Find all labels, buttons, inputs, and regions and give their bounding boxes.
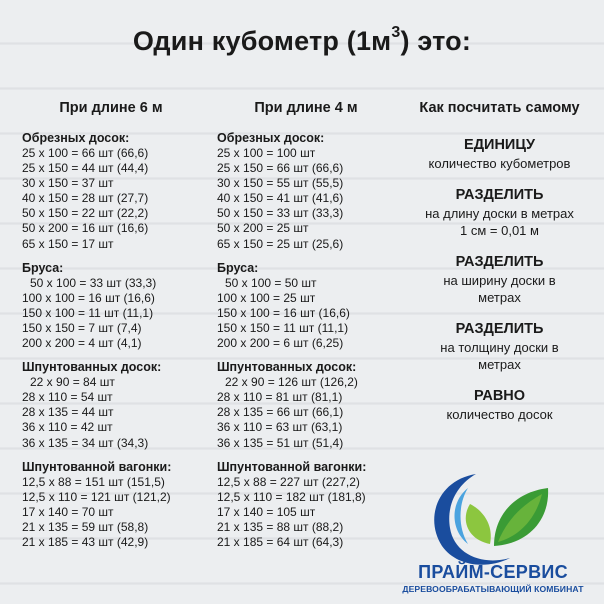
logo-company-name: ПРАЙМ-СЕРВИС	[418, 562, 568, 582]
size-row: 17 x 140 = 70 шт	[22, 504, 114, 519]
group-title: Шпунтованных досок:	[22, 360, 162, 375]
size-row: 25 x 100 = 66 шт (66,6)	[22, 146, 149, 160]
calc-step-text: на длину доски в метрах	[425, 206, 574, 221]
material-group	[217, 459, 407, 550]
calc-step-text: на ширину доски в	[443, 273, 556, 288]
material-group	[217, 359, 407, 450]
size-row: 28 x 110 = 54 шт	[22, 390, 113, 405]
size-row: 25 x 150 = 66 шт (66,6)	[217, 161, 344, 176]
column-heading: При длине 6 м	[59, 100, 163, 116]
calc-step-text: на толщину доски в	[440, 340, 559, 355]
size-row: 21 x 135 = 88 шт (88,2)	[217, 519, 344, 534]
material-group	[217, 260, 407, 351]
size-row: 150 x 150 = 7 шт (7,4)	[22, 320, 142, 335]
size-row: 25 x 100 = 100 шт	[217, 146, 316, 160]
calc-step-title: РАЗДЕЛИТЬ	[455, 187, 544, 203]
size-row: 25 x 150 = 44 шт (44,4)	[22, 161, 149, 176]
material-group	[22, 359, 212, 450]
material-group	[22, 459, 212, 550]
column-heading: При длине 4 м	[254, 100, 358, 116]
calc-step	[395, 136, 604, 172]
calc-step-text: метрах	[478, 357, 521, 372]
group-title: Шпунтованной вагонки:	[22, 459, 172, 474]
calc-step-title: РАЗДЕЛИТЬ	[455, 254, 544, 270]
calc-step-text: метрах	[478, 290, 521, 305]
size-row: 28 x 110 = 81 шт (81,1)	[217, 390, 343, 405]
logo-leaf-small	[466, 504, 491, 544]
calc-step	[395, 186, 604, 239]
calc-step-text: количество кубометров	[428, 156, 571, 171]
how-steps	[395, 136, 604, 423]
calc-step	[395, 320, 604, 373]
size-row: 36 x 110 = 63 шт (63,1)	[217, 420, 343, 435]
size-row: 21 x 135 = 59 шт (58,8)	[22, 519, 149, 534]
group-title: Бруса:	[217, 260, 259, 275]
size-row: 50 x 100 = 33 шт (33,3)	[30, 275, 157, 290]
size-row: 50 x 150 = 33 шт (33,3)	[217, 206, 344, 221]
size-row: 21 x 185 = 64 шт (64,3)	[217, 534, 344, 549]
size-row: 40 x 150 = 41 шт (41,6)	[217, 191, 344, 206]
column-length-4m	[217, 100, 407, 558]
size-row: 50 x 150 = 22 шт (22,2)	[22, 206, 149, 221]
material-group	[22, 260, 212, 351]
size-row: 30 x 150 = 55 шт (55,5)	[217, 176, 344, 191]
size-row: 30 x 150 = 37 шт	[22, 176, 114, 191]
size-row: 40 x 150 = 28 шт (27,7)	[22, 191, 149, 206]
group-title: Шпунтованных досок:	[217, 360, 357, 375]
size-row: 100 x 100 = 16 шт (16,6)	[22, 290, 155, 305]
size-row: 28 x 135 = 66 шт (66,1)	[217, 405, 344, 420]
size-row: 65 x 150 = 25 шт (25,6)	[217, 236, 344, 251]
how-to-calculate	[395, 100, 604, 423]
how-heading: Как посчитать самому	[419, 100, 580, 116]
calc-step-text: количество досок	[446, 407, 553, 422]
group-title: Обрезных досок:	[217, 131, 325, 145]
size-row: 200 x 200 = 6 шт (6,25)	[217, 336, 344, 351]
size-row: 21 x 185 = 43 шт (42,9)	[22, 534, 149, 549]
size-row: 50 x 200 = 16 шт (16,6)	[22, 221, 149, 236]
size-row: 100 x 100 = 25 шт	[217, 290, 316, 305]
size-row: 22 x 90 = 126 шт (126,2)	[225, 375, 358, 390]
size-row: 28 x 135 = 44 шт	[22, 405, 114, 420]
group-title: Шпунтованной вагонки:	[217, 459, 367, 474]
calc-step-title: ЕДИНИЦУ	[464, 137, 535, 153]
size-row: 50 x 100 = 50 шт	[225, 275, 317, 290]
size-row: 65 x 150 = 17 шт	[22, 236, 114, 251]
logo-company-subtitle: ДЕРЕВООБРАБАТЫВАЮЩИЙ КОМБИНАТ	[402, 584, 584, 594]
size-row: 36 x 135 = 51 шт (51,4)	[217, 435, 344, 450]
size-row: 200 x 200 = 4 шт (4,1)	[22, 336, 142, 351]
size-row: 12,5 x 88 = 227 шт (227,2)	[217, 474, 360, 489]
size-row: 12,5 x 110 = 121 шт (121,2)	[22, 489, 171, 504]
size-row: 12,5 x 110 = 182 шт (181,8)	[217, 489, 366, 504]
size-row: 12,5 x 88 = 151 шт (151,5)	[22, 474, 165, 489]
size-row: 150 x 100 = 16 шт (16,6)	[217, 305, 350, 320]
material-group	[217, 130, 407, 252]
size-row: 150 x 100 = 11 шт (11,1)	[22, 305, 154, 320]
calc-step	[395, 387, 604, 423]
size-row: 17 x 140 = 105 шт	[217, 504, 316, 519]
size-row: 36 x 110 = 42 шт	[22, 420, 113, 435]
group-title: Обрезных досок:	[22, 131, 130, 145]
material-group	[22, 130, 212, 252]
size-row: 36 x 135 = 34 шт (34,3)	[22, 435, 149, 450]
size-row: 50 x 200 = 25 шт	[217, 221, 309, 236]
calc-step-title: РАВНО	[473, 388, 526, 404]
calc-step-title: РАЗДЕЛИТЬ	[455, 321, 544, 337]
page-title: Один кубометр $(1м^3)$ это:	[132, 24, 472, 56]
size-row: 150 x 150 = 11 шт (11,1)	[217, 320, 349, 335]
calc-step-text: 1 см = 0,01 м	[460, 223, 539, 238]
group-title: Бруса:	[22, 260, 64, 275]
column-length-6m	[22, 100, 212, 558]
size-row: 22 x 90 = 84 шт	[30, 375, 115, 390]
calc-step	[395, 253, 604, 306]
